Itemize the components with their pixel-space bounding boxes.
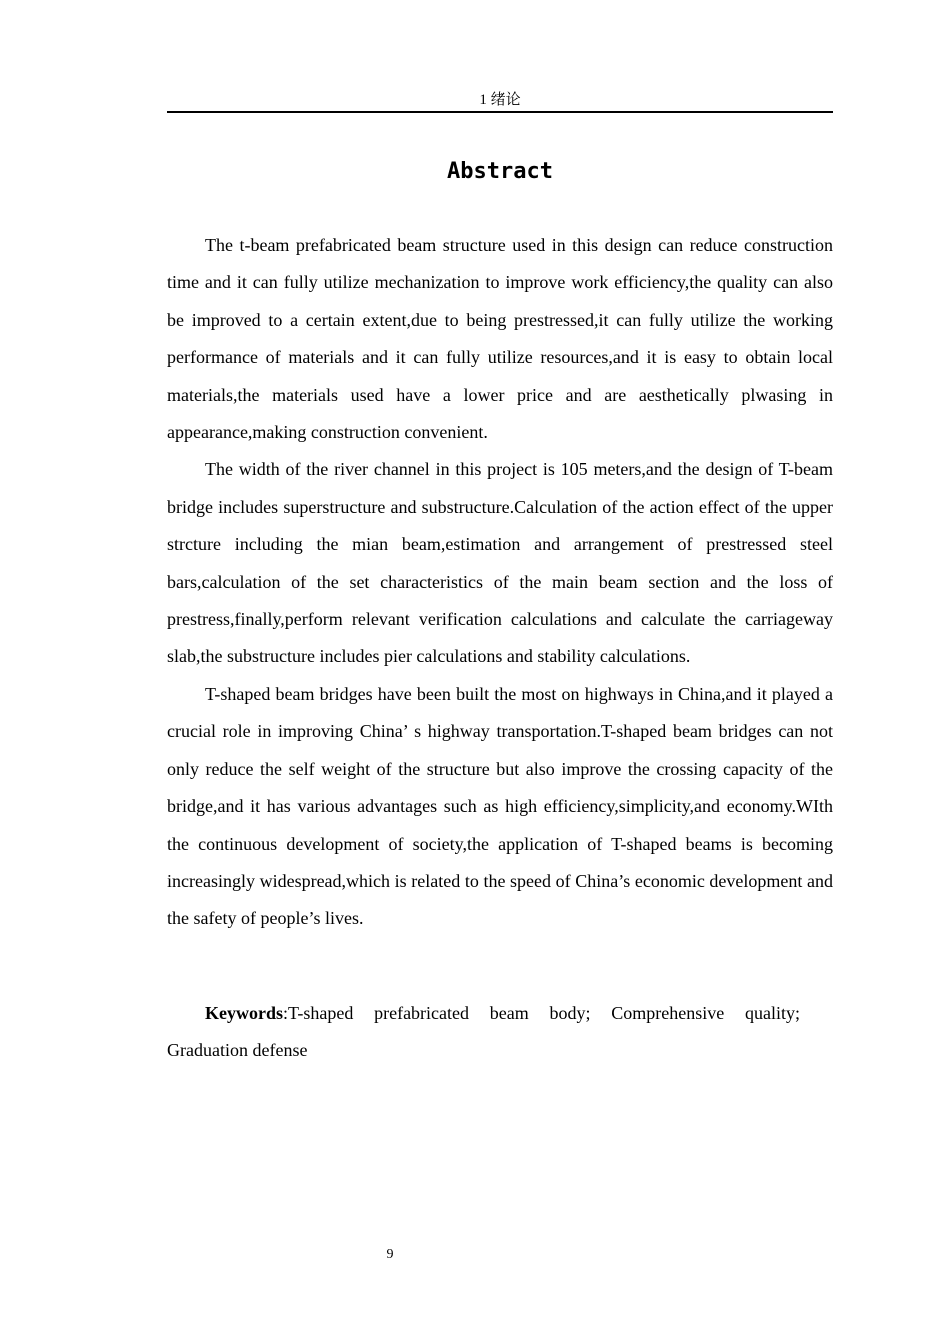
running-header: 1 绪论 — [167, 90, 833, 113]
abstract-body — [167, 227, 833, 938]
keywords-separator: : — [283, 1003, 289, 1023]
abstract-title: Abstract — [447, 159, 553, 184]
keywords-label: Keywords — [205, 1003, 283, 1023]
abstract-paragraph-2: The width of the river channel in this project is 105 meters,and the design of T-beam bridge includes superstructure and substructure.Calculation of the action effect of the upper strcture including the mian beam,estimation and arrangement of prestressed steel bars,calculation of the set characteristics of the main beam section and the loss of prestress,finally,perform relevant verification calculations and calculate the carriageway slab,the substructure includes pier calculations and stability calculations. — [167, 459, 833, 667]
abstract-paragraph-1: The t-beam prefabricated beam structure used in this design can reduce construction time and it can fully utilize mechanization to improve work efficiency,the quality can also be improved to a certain extent,due to being prestressed,it can fully utilize the working performance of materials and it can fully utilize resources,and it is easy to obtain local materials,the materials used have a lower price and are aesthetically plwasing in appearance,making construction convenient. — [167, 235, 833, 443]
abstract-paragraph-3: T-shaped beam bridges have been built the most on highways in China,and it played a crucial role in improving China’ s highway transportation.T-shaped beam bridges can not only reduce the self weight of the structure but also improve the crossing capacity of the bridge,and it has various advantages such as high efficiency,simplicity,and economy.WIth the continuous development of society,the application of T-shaped beams is becoming increasingly widespread,which is related to the speed of China’s economic development and the safety of people’s lives. — [167, 683, 833, 929]
keywords-line — [167, 995, 800, 1070]
keywords-text: T-shaped prefabricated beam body; Comprehensive quality; Graduation defense — [167, 1003, 800, 1061]
page-number: 9 — [386, 1247, 394, 1262]
